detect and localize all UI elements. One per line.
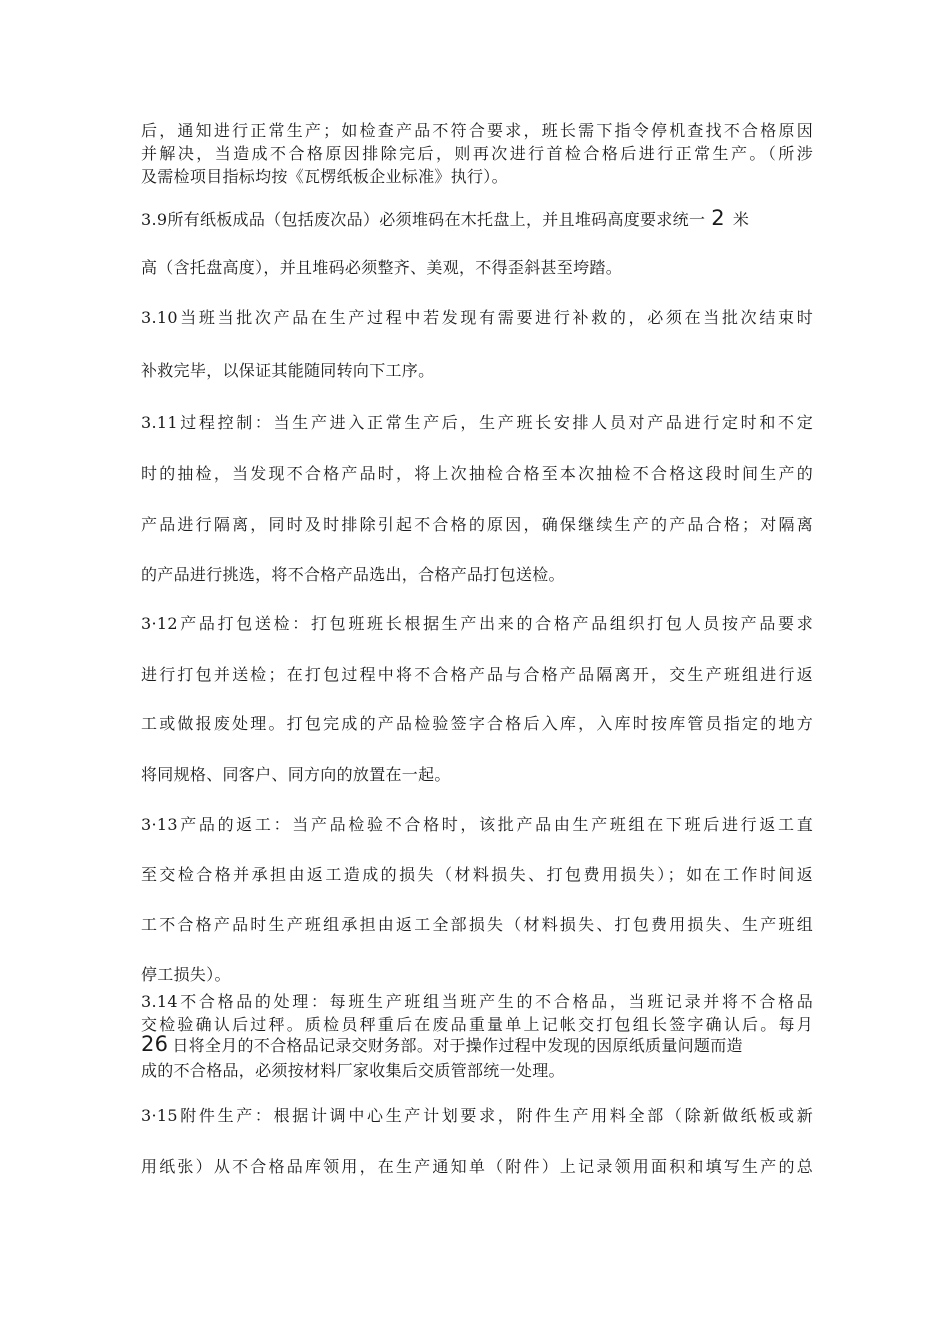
text-line: 3·13产品的返工：当产品检验不合格时，该批产品由生产班组在下班后进行返工直	[141, 815, 813, 834]
text-line	[141, 1032, 813, 1056]
text-line: 后，通知进行正常生产；如检查产品不符合要求，班长需下指令停机查找不合格原因	[141, 121, 813, 140]
text-line: 进行打包并送检；在打包过程中将不合格产品与合格产品隔离开，交生产班组进行返	[141, 665, 813, 684]
text-line: 将同规格、同客户、同方向的放置在一起。	[141, 765, 451, 784]
text-line: 的产品进行挑选，将不合格产品选出，合格产品打包送检。	[141, 565, 565, 584]
text-line: 3·12产品打包送检：打包班班长根据生产出来的合格产品组织打包人员按产品要求	[141, 614, 813, 633]
number-run: 2	[711, 206, 725, 230]
text-line: 用纸张）从不合格品库领用，在生产通知单（附件）上记录领用面积和填写生产的总	[141, 1157, 813, 1176]
text-line: 产品进行隔离，同时及时排除引起不合格的原因，确保继续生产的产品合格；对隔离	[141, 515, 813, 534]
text-line: 高（含托盘高度），并且堆码必须整齐、美观，不得歪斜甚至垮踏。	[141, 258, 623, 277]
text-run: 米	[732, 210, 750, 229]
text-line	[141, 206, 813, 230]
text-line: 3.14不合格品的处理：每班生产班组当班产生的不合格品，当班记录并将不合格品	[141, 992, 813, 1011]
text-line: 3·15附件生产：根据计调中心生产计划要求，附件生产用料全部（除新做纸板或新	[141, 1106, 813, 1125]
text-line: 时的抽检，当发现不合格产品时，将上次抽检合格至本次抽检不合格这段时间生产的	[141, 464, 813, 483]
text-line: 3.10当班当批次产品在生产过程中若发现有需要进行补救的，必须在当批次结束时	[141, 308, 813, 327]
text-line: 交检验确认后过秤。质检员秤重后在废品重量单上记帐交打包组长签字确认后。每月	[141, 1015, 813, 1034]
text-line: 工不合格产品时生产班组承担由返工全部损失（材料损失、打包费用损失、生产班组	[141, 915, 813, 934]
text-line: 并解决，当造成不合格原因排除完后，则再次进行首检合格后进行正常生产。（所涉	[141, 144, 813, 163]
text-run: 日将全月的不合格品记录交财务部。对于操作过程中发现的因原纸质量问题而造	[172, 1036, 743, 1055]
text-line: 至交检合格并承担由返工造成的损失（材料损失、打包费用损失）；如在工作时间返	[141, 865, 813, 884]
text-line: 成的不合格品，必须按材料厂家收集后交质管部统一处理。	[141, 1061, 565, 1080]
text-run: 3.9所有纸板成品（包括废次品）必须堆码在木托盘上，并且堆码高度要求统一	[141, 210, 706, 229]
text-line: 3.11过程控制：当生产进入正常生产后，生产班长安排人员对产品进行定时和不定	[141, 413, 813, 432]
text-line: 及需检项目指标均按《瓦楞纸板企业标准》执行）。	[141, 167, 508, 186]
number-run: 26	[141, 1032, 169, 1056]
text-line: 补救完毕，以保证其能随同转向下工序。	[141, 361, 435, 380]
text-line: 停工损失）。	[141, 965, 231, 984]
text-line: 工或做报废处理。打包完成的产品检验签字合格后入库，入库时按库管员指定的地方	[141, 714, 813, 733]
